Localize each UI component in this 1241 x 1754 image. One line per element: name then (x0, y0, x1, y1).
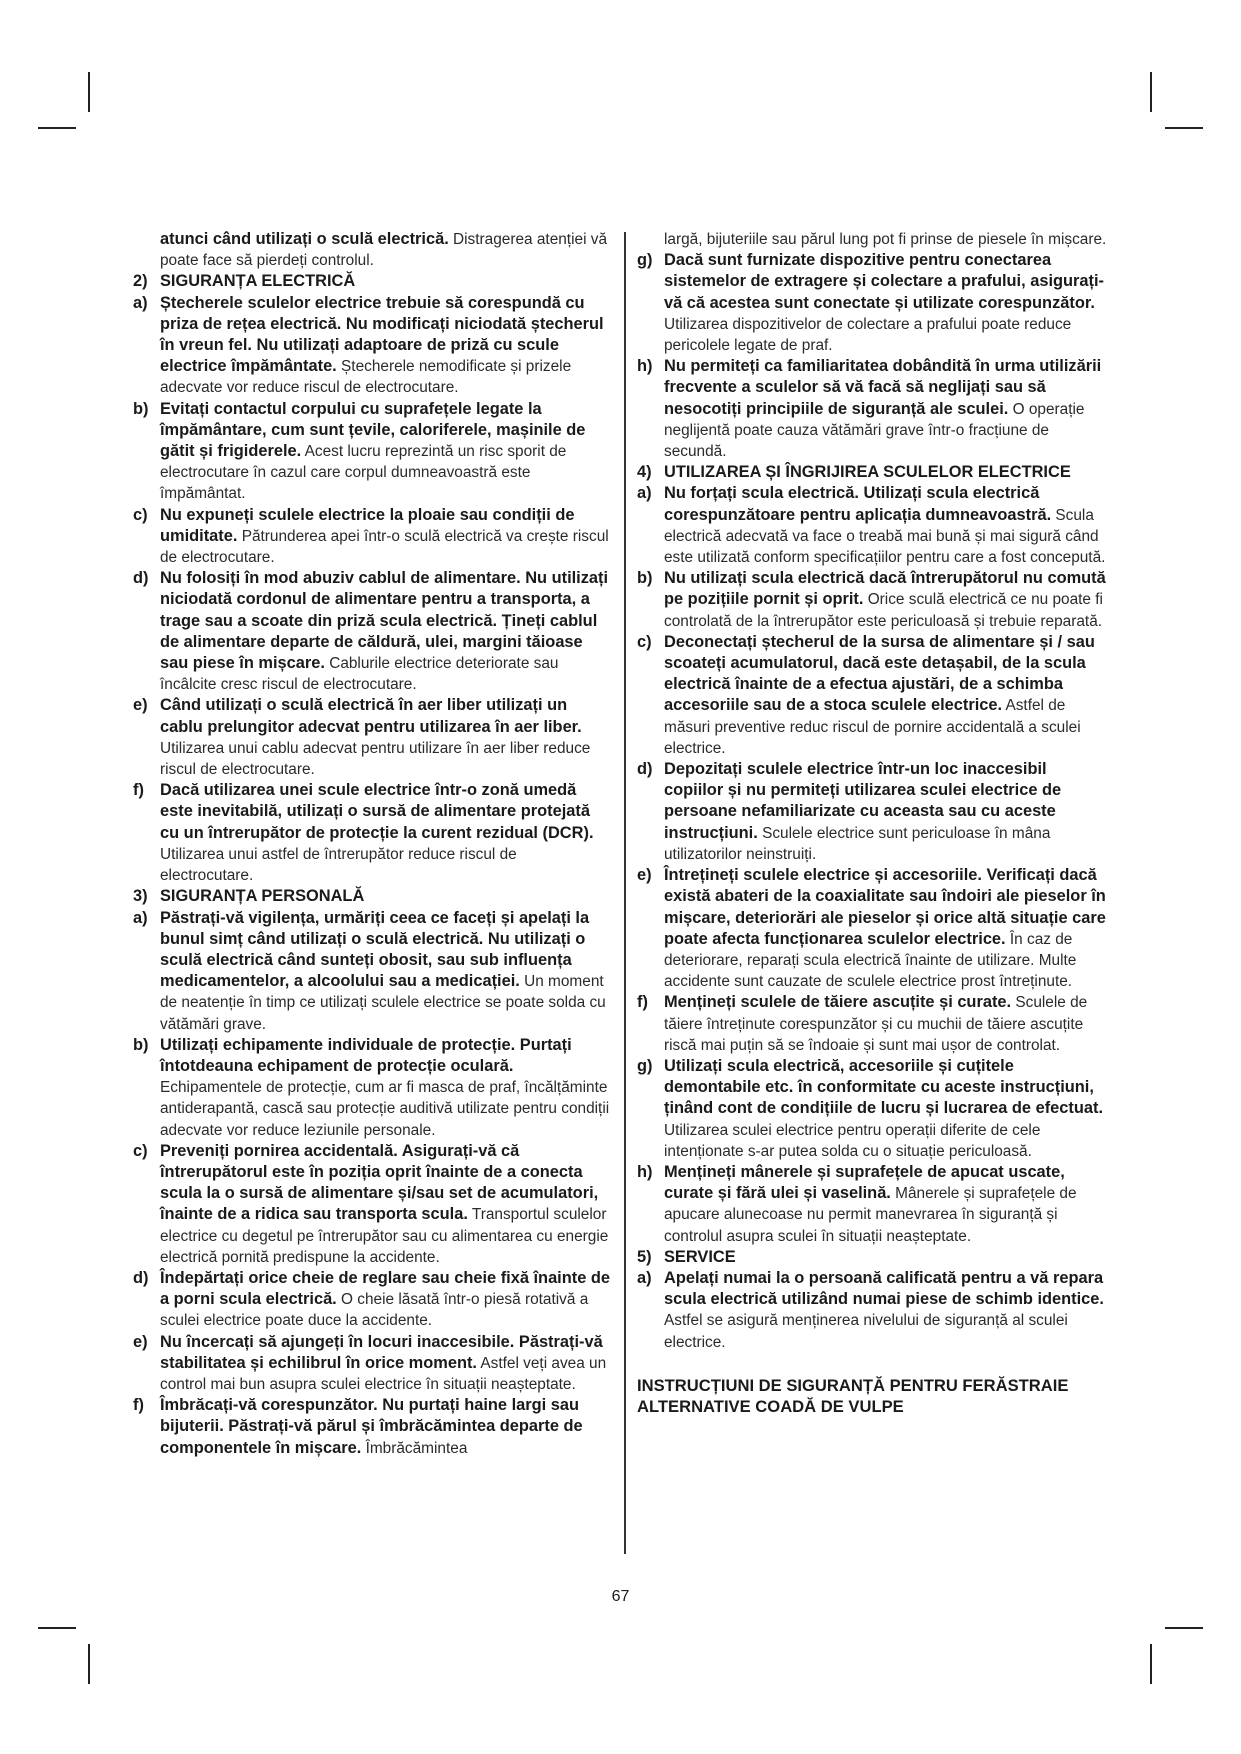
list-item: f) Dacă utilizarea unei scule electrice într-o zonă umedă este inevitabilă, utilizați o sursă de alimentare protejată cu un întrerupător de protecție la curent rezidual (DCR). Utilizarea unui astfel de întrerupător reduce riscul de electrocutare. (133, 781, 594, 885)
section-heading-electrical-safety: 2) SIGURANȚA ELECTRICĂ (133, 272, 356, 291)
list-item: a) Ștecherele sculelor electrice trebuie să corespundă cu priza de rețea electrică. Nu modificați niciodată ștecherul în vreun fel. Nu utilizați adaptoare de priză cu scule electrice împământate. Ștecherele nemodificate și prizele adecvate vor reduce riscul de electrocutare. (133, 293, 604, 397)
list-item: b) Evitați contactul corpului cu suprafețele legate la împământare, cum sunt țevile, caloriferele, mașinile de gătit și frigiderele. Acest lucru reprezintă un risc sporit de electrocutare în cazul care corpul dumneavoastră este împământat. (133, 399, 586, 503)
section-heading-personal-safety: 3) SIGURANȚA PERSONALĂ (133, 887, 365, 906)
list-item: h) Mențineți mânerele și suprafețele de apucat uscate, curate și fără ulei și vaselină. Mânerele și suprafețele de apucare alunecoase nu permit manevrarea în siguranță și controlul asupra sculei în situații neașteptate. (637, 1162, 1077, 1245)
right-column (637, 229, 1107, 1417)
page-number: 67 (611, 1588, 630, 1605)
list-item: a) Apelați numai la o persoană calificată pentru a vă repara scula electrică utilizând numai piese de schimb identice. Astfel se asigură menținerea nivelului de siguranță al sculei electrice. (637, 1268, 1104, 1351)
crop-mark-top-left-horizontal (38, 127, 76, 129)
crop-mark-bottom-left-vertical (88, 1644, 90, 1684)
column-divider (624, 232, 626, 1554)
list-item: h) Nu permiteți ca familiaritatea dobândită în urma utilizării frecvente a sculelor să vă facă să neglijați sau să nesocotiți principiile de siguranță ale sculei. O operație neglijentă poate cauza vătămări grave într-o fracțiune de secundă. (637, 357, 1102, 461)
list-item: e) Întrețineți sculele electrice și accesoriile. Verificați dacă există abateri de la coaxialitate sau îndoiri ale pieselor în mișcare, deteriorări ale pieselor și orice altă situație care poate afecta funcționarea sculelor electrice. În caz de deteriorare, reparați scula electrică înainte de utilizare. Multe accidente sunt cauzate de sculele electrice prost întreținute. (637, 866, 1106, 991)
section-heading-tool-use-and-care: 4) UTILIZAREA ȘI ÎNGRIJIREA SCULELOR ELECTRICE (637, 463, 1071, 482)
list-item: a) Nu forțați scula electrică. Utilizați scula electrică corespunzătoare pentru aplicația dumneavoastră. Scula electrică adecvată va face o treabă mai bună și mai sigură când este utilizată conform specificațiilor pentru care a fost concepută. (637, 484, 1106, 567)
left-column (133, 229, 613, 1459)
crop-mark-bottom-left-horizontal (38, 1627, 76, 1629)
list-item: a) Păstrați-vă vigilența, urmăriți ceea ce faceți și apelați la bunul simț când utilizați o sculă electrică. Nu utilizați o sculă electrică când sunteți obosit, sau sub influența medicamentelor, a alcoolului sau a medicației. Un moment de neatenție în timp ce utilizați sculele electrice se poate solda cu vătămări grave. (133, 908, 606, 1033)
crop-mark-top-left-vertical (88, 72, 90, 112)
list-item: e) Nu încercați să ajungeți în locuri inaccesibile. Păstrați-vă stabilitatea și echilibrul în orice moment. Astfel veți avea un control mai bun asupra sculei electrice în situații neașteptate. (133, 1332, 607, 1393)
list-item: f) Îmbrăcați-vă corespunzător. Nu purtați haine largi sau bijuterii. Păstrați-vă părul și îmbrăcămintea departe de componentele în mișcare. Îmbrăcămintea (133, 1396, 583, 1457)
list-item: c) Nu expuneți sculele electrice la ploaie sau condiții de umiditate. Pătrunderea apei într-o sculă electrică va crește riscul de electrocutare. (133, 505, 609, 567)
continued-paragraph: atunci când utilizați o sculă electrică. Distragerea atenției vă poate face să pierdeți controlul. (160, 230, 608, 270)
crop-mark-top-right-vertical (1150, 72, 1152, 112)
list-item: d) Îndepărtați orice cheie de reglare sau cheie fixă înainte de a porni scula electrică. O cheie lăsată într-o piesă rotativă a sculei electrice poate duce la accidente. (133, 1268, 611, 1330)
list-item: e) Când utilizați o sculă electrică în aer liber utilizați un cablu prelungitor adecvat pentru utilizarea în aer liber. Utilizarea unui cablu adecvat pentru utilizare în aer liber reduce riscul de electrocutare. (133, 696, 591, 779)
list-item: g) Utilizați scula electrică, accesoriile și cuțitele demontabile etc. în conformitate cu aceste instrucțiuni, ținând cont de condițiile de lucru și lucrarea de efectuat. Utilizarea sculei electrice pentru operații diferite de cele intenționate s-ar putea solda cu o situație periculoasă. (637, 1056, 1104, 1160)
list-item: b) Utilizați echipamente individuale de protecție. Purtați întotdeauna echipament de protecție oculară. Echipamentele de protecție, cum ar fi masca de praf, încălțămintе antiderapantă, cască sau protecție auditivă utilizate pentru condiții adecvate vor reduce leziunile personale. (133, 1035, 610, 1139)
section-title-jigsaw-safety: INSTRUCȚIUNI DE SIGURANȚĂ PENTRU FERĂSTRAIE ALTERNATIVE COADĂ DE VULPE (637, 1375, 1069, 1416)
section-heading-service: 5) SERVICE (637, 1247, 736, 1266)
list-item: c) Preveniți pornirea accidentală. Asigurați-vă că întrerupătorul este în poziția oprit înainte de a conecta scula la o sursă de alimentare și/sau set de acumulatori, înainte de a ridica sau transporta scula. Transportul sculelor electrice cu degetul pe întrerupător sau cu alimentarea cu energie electrică pornită predispune la accidente. (133, 1141, 609, 1266)
crop-mark-bottom-right-vertical (1150, 1644, 1152, 1684)
list-item: f) Mențineți sculele de tăiere ascuțite și curate. Sculele de tăiere întreținute corespunzător și cu muchii de tăiere ascuțite riscă mai puțin să se îndoaie și sunt mai ușor de controlat. (637, 993, 1088, 1054)
list-item: b) Nu utilizați scula electrică dacă întrerupătorul nu comută pe pozițiile pornit și oprit. Orice sculă electrică ce nu poate fi controlată de la întrerupător este periculoasă și trebuie reparată. (637, 569, 1106, 630)
list-item: g) Dacă sunt furnizate dispozitive pentru conectarea sistemelor de extragere și colectare a prafului, asigurați-vă că acestea sunt conectate și utilizate corespunzător. Utilizarea dispozitivelor de colectare a prafului poate reduce pericolele legate de praf. (637, 251, 1104, 355)
crop-mark-bottom-right-horizontal (1165, 1627, 1203, 1629)
continued-paragraph: largă, bijuteriile sau părul lung pot fi prinse de piesele în mișcare. (664, 231, 1107, 248)
list-item: d) Depozitați sculele electrice într-un loc inaccesibil copiilor și nu permiteți utilizarea sculei electrice de persoane nefamiliarizate cu aceasta sau cu aceste instrucțiuni. Sculele electrice sunt periculoase în mâna utilizatorilor neinstruiți. (637, 760, 1062, 863)
list-item: d) Nu folosiți în mod abuziv cablul de alimentare. Nu utilizați niciodată cordonul de alimentare pentru a transporta, a trage sau a scoate din priză scula electrică. Țineți cablul de alimentare departe de căldură, ulei, margini tăioase sau piese în mișcare. Cablurile electrice deteriorate sau încâlcite cresc riscul de electrocutare. (133, 569, 609, 694)
crop-mark-top-right-horizontal (1165, 127, 1203, 129)
list-item: c) Deconectați ștecherul de la sursa de alimentare și / sau scoateți acumulatorul, dacă este detașabil, de la scula electrică înainte de a efectua ajustări, de a schimba accesoriile sau de a stoca sculele electrice. Astfel de măsuri preventive reduc riscul de pornire accidentală a sculei electrice. (637, 632, 1095, 757)
